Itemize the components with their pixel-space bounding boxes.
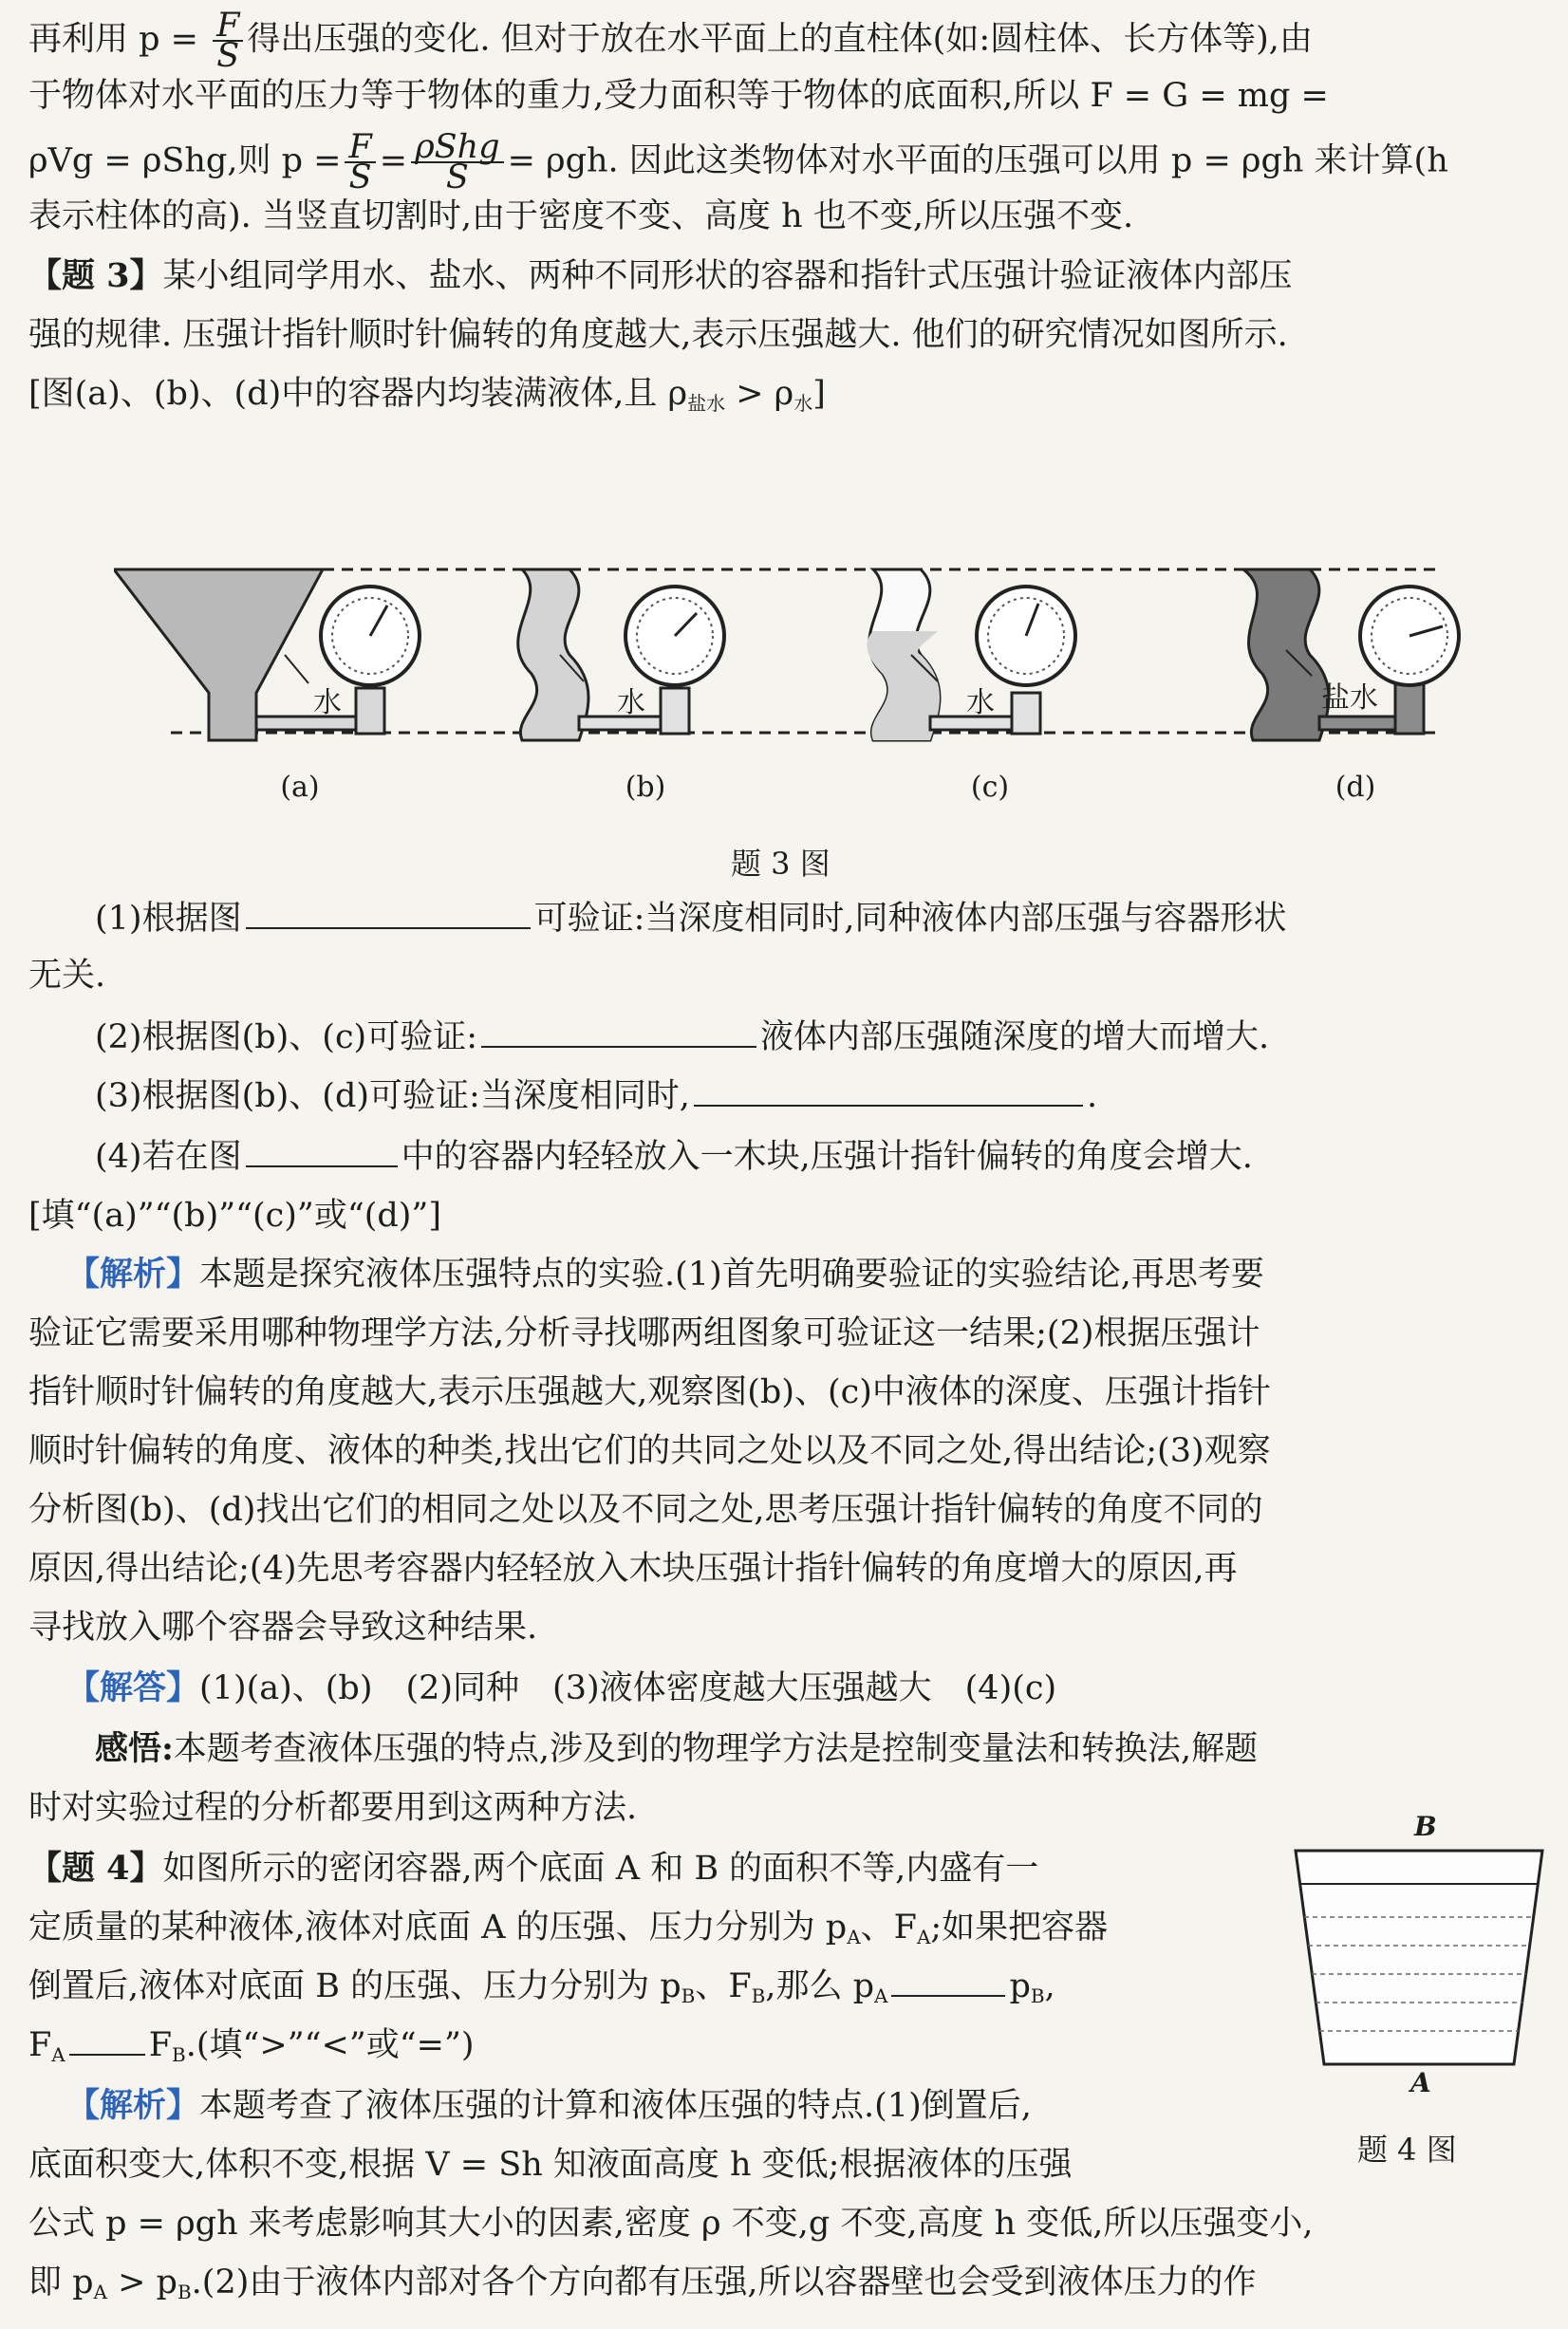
figure-4-label-b: B bbox=[1414, 1811, 1437, 1842]
text-seg: 某小组同学用水、盐水、两种不同形状的容器和指针式压强计验证液体内部压 bbox=[162, 257, 1293, 295]
text-seg: [图(a)、(b)、(d)中的容器内均装满液体,且 ρ bbox=[28, 375, 688, 413]
text-seg: 原因,得出结论;(4)先思考容器内轻轻放入木块压强计指针偏转的角度增大的原因,再 bbox=[28, 1550, 1238, 1588]
analysis-2-line-3 bbox=[28, 2202, 1547, 2245]
gauge-stem bbox=[661, 688, 689, 734]
text-seg: p bbox=[1009, 1967, 1031, 2005]
figure-label-d: (d) bbox=[1335, 771, 1376, 804]
answer-tag: 【解答】 bbox=[66, 1668, 200, 1707]
liquid-label-c: 水 bbox=[966, 686, 995, 719]
subscript: B bbox=[681, 1984, 696, 2007]
text-seg: (1)(a)、(b) (2)同种 (3)液体密度越大压强越大 (4)(c) bbox=[199, 1669, 1057, 1707]
frac-num: F bbox=[213, 11, 243, 42]
text-seg: 得出压强的变化. 但对于放在水平面上的直柱体(如:圆柱体、长方体等),由 bbox=[247, 20, 1313, 59]
text-seg: (3)根据图(b)、(d)可验证:当深度相同时, bbox=[95, 1077, 690, 1115]
subscript: 盐水 bbox=[687, 392, 726, 415]
question-4-line-4 bbox=[28, 2023, 1272, 2077]
text-seg: 指针顺时针偏转的角度越大,表示压强越大,观察图(b)、(c)中液体的深度、压强计指针 bbox=[28, 1373, 1271, 1411]
answer-blank-3[interactable] bbox=[694, 1076, 1083, 1107]
text-seg: ] bbox=[812, 375, 826, 413]
subscript: B bbox=[172, 2043, 186, 2066]
liquid-label-d: 盐水 bbox=[1321, 681, 1378, 715]
text-seg: ,那么 p bbox=[765, 1967, 874, 2005]
question-3-line-2 bbox=[28, 313, 1547, 357]
analysis-line-6 bbox=[28, 1547, 1547, 1591]
text-seg: ρVg = ρShg,则 p = bbox=[28, 141, 342, 180]
text-seg: 即 p bbox=[28, 2264, 94, 2301]
subscript: A bbox=[874, 1984, 888, 2007]
part-4-line-2 bbox=[28, 1194, 1547, 1238]
part-1-line-1 bbox=[95, 897, 1568, 941]
question-3-line-1 bbox=[28, 254, 1547, 298]
gauge-stem bbox=[1395, 681, 1424, 734]
subscript: A bbox=[916, 1926, 931, 1948]
text-seg: (2)根据图(b)、(c)可验证: bbox=[95, 1018, 477, 1056]
text-seg: .(2)由于液体内部对各个方向都有压强,所以容器壁也会受到液体压力的作 bbox=[191, 2264, 1257, 2301]
analysis-line-3 bbox=[28, 1370, 1547, 1414]
text-seg: (4)若在图 bbox=[95, 1138, 242, 1176]
frac-den: S bbox=[445, 158, 469, 196]
part-1-line-2 bbox=[28, 954, 1547, 997]
figure-4-label-a: A bbox=[1410, 2067, 1431, 2098]
fraction-f-over-s-2 bbox=[345, 128, 375, 196]
answer-blank-q4-p[interactable] bbox=[891, 1966, 1005, 1997]
frac-den: S bbox=[348, 158, 372, 196]
part-4-line-1 bbox=[95, 1135, 1568, 1179]
text-seg: 强的规律. 压强计指针顺时针偏转的角度越大,表示压强越大. 他们的研究情况如图所示. bbox=[28, 316, 1288, 354]
question-4-tag: 【题 4】 bbox=[28, 1849, 163, 1888]
text-seg: 、F bbox=[695, 1967, 752, 2005]
text-line-4 bbox=[28, 195, 1547, 238]
analysis-2-line-4 bbox=[28, 2261, 1547, 2314]
figure-label-c: (c) bbox=[970, 771, 1010, 804]
text-seg: 验证它需要采用哪种物理学方法,分析寻找哪两组图象可验证这一结果;(2)根据压强计 bbox=[28, 1314, 1260, 1352]
analysis-line-7 bbox=[28, 1606, 1547, 1649]
liquid-label-a: 水 bbox=[313, 686, 342, 719]
liquid-label-b: 水 bbox=[617, 686, 645, 719]
answer-blank-2[interactable] bbox=[481, 1017, 756, 1048]
gauge-stem bbox=[356, 688, 384, 734]
text-seg: 液体内部压强随深度的增大而增大. bbox=[760, 1018, 1270, 1056]
text-seg: = bbox=[379, 141, 408, 180]
figure-label-a: (a) bbox=[280, 771, 320, 804]
text-seg: 于物体对水平面的压力等于物体的重力,受力面积等于物体的底面积,所以 F = G = mg = bbox=[28, 77, 1329, 115]
wavy-container bbox=[518, 569, 588, 740]
text-seg: 倒置后,液体对底面 B 的压强、压力分别为 p bbox=[28, 1967, 681, 2005]
text-seg: 、F bbox=[860, 1909, 917, 1947]
frustum-container bbox=[1296, 1851, 1542, 2064]
apparatus-a bbox=[114, 569, 420, 740]
part-3-line bbox=[95, 1074, 1568, 1118]
text-seg: 可验证:当深度相同时,同种液体内部压强与容器形状 bbox=[533, 900, 1287, 938]
text-seg: 顺时针偏转的角度、液体的种类,找出它们的共同之处以及不同之处,得出结论;(3)观察 bbox=[28, 1432, 1271, 1470]
text-seg: 无关. bbox=[28, 957, 106, 995]
question-4-line-1 bbox=[28, 1847, 1272, 1891]
question-3-line-3 bbox=[28, 372, 1547, 425]
frac-num: F bbox=[345, 133, 375, 163]
subscript: B bbox=[751, 1984, 766, 2007]
analysis-2-line-2 bbox=[28, 2143, 1272, 2187]
figure-3-diagram bbox=[114, 560, 1490, 788]
text-seg: 再利用 p = bbox=[28, 20, 210, 59]
figure-3-caption: 题 3 图 bbox=[731, 846, 831, 882]
text-seg: (1)根据图 bbox=[95, 900, 242, 938]
text-seg: > ρ bbox=[725, 375, 794, 413]
subscript: 水 bbox=[793, 392, 813, 415]
subscript: B bbox=[177, 2281, 192, 2303]
text-line-2 bbox=[28, 74, 1547, 118]
text-seg: 公式 p = ρgh 来考虑影响其大小的因素,密度 ρ 不变,g 不变,高度 h 变低,所以压强变小, bbox=[28, 2205, 1314, 2243]
text-seg: > p bbox=[106, 2264, 177, 2301]
text-seg: , bbox=[1044, 1967, 1055, 2005]
analysis-line-5 bbox=[28, 1488, 1547, 1532]
subscript: A bbox=[847, 1926, 861, 1948]
analysis-line-2 bbox=[28, 1312, 1547, 1355]
text-seg: .(填“>”“<”或“=”) bbox=[185, 2026, 475, 2064]
analysis-2-tag: 【解析】 bbox=[66, 2086, 200, 2125]
text-seg: [填“(a)”“(b)”“(c)”或“(d)”] bbox=[28, 1197, 441, 1235]
question-4-line-3 bbox=[28, 1965, 1272, 2018]
text-seg: 寻找放入哪个容器会导致这种结果. bbox=[28, 1609, 538, 1647]
fraction-rhoshg-over-s bbox=[411, 128, 504, 196]
subscript: A bbox=[93, 2281, 107, 2303]
subscript: B bbox=[1030, 1984, 1045, 2007]
text-seg: 本题是探究液体压强特点的实验.(1)首先明确要验证的实验结论,再思考要 bbox=[199, 1256, 1264, 1294]
figure-label-b: (b) bbox=[625, 771, 666, 804]
funnel-container bbox=[114, 569, 323, 740]
text-seg: 定质量的某种液体,液体对底面 A 的压强、压力分别为 p bbox=[28, 1909, 848, 1947]
answer-blank-4[interactable] bbox=[246, 1137, 398, 1167]
analysis-line-1 bbox=[66, 1253, 1568, 1296]
text-seg: 表示柱体的高). 当竖直切割时,由于密度不变、高度 h 也不变,所以压强不变. bbox=[28, 197, 1134, 235]
fraction-f-over-s bbox=[213, 7, 243, 75]
insight-line-1 bbox=[95, 1727, 1568, 1771]
answer-blank-1[interactable] bbox=[246, 899, 531, 929]
analysis-line-4 bbox=[28, 1429, 1547, 1473]
text-line-1 bbox=[28, 7, 1547, 75]
text-seg: 底面积变大,体积不变,根据 V = Sh 知液面高度 h 变低;根据液体的压强 bbox=[28, 2146, 1073, 2184]
text-seg: 本题考查了液体压强的计算和液体压强的特点.(1)倒置后, bbox=[199, 2087, 1032, 2125]
text-seg: 如图所示的密闭容器,两个底面 A 和 B 的面积不等,内盛有一 bbox=[162, 1850, 1039, 1888]
insight-tag: 感悟: bbox=[95, 1729, 174, 1768]
gauge-stem bbox=[1012, 693, 1040, 734]
label-leader bbox=[285, 655, 308, 683]
text-line-3 bbox=[28, 128, 1547, 196]
text-seg: 本题考查液体压强的特点,涉及到的物理学方法是控制变量法和转换法,解题 bbox=[173, 1730, 1259, 1768]
frac-den: S bbox=[216, 37, 240, 75]
analysis-tag: 【解析】 bbox=[66, 1255, 200, 1294]
subscript: A bbox=[51, 2043, 65, 2066]
text-seg: 时对实验过程的分析都要用到这两种方法. bbox=[28, 1789, 638, 1827]
part-2-line bbox=[95, 1015, 1568, 1059]
figure-4-caption: 题 4 图 bbox=[1357, 2132, 1457, 2168]
text-seg: F bbox=[148, 2026, 173, 2064]
text-seg: F bbox=[28, 2026, 52, 2064]
insight-line-2 bbox=[28, 1786, 1547, 1830]
text-seg: = ρgh. 因此这类物体对水平面的压强可以用 p = ρgh 来计算(h bbox=[507, 141, 1448, 180]
analysis-2-line-1 bbox=[66, 2084, 1253, 2128]
frac-num: ρShg bbox=[411, 133, 504, 163]
text-seg: ;如果把容器 bbox=[930, 1909, 1109, 1947]
answer-line bbox=[66, 1667, 1568, 1710]
answer-blank-q4-f[interactable] bbox=[69, 2025, 145, 2056]
figure-4-diagram bbox=[1291, 1846, 1547, 2074]
question-4-line-2 bbox=[28, 1906, 1272, 1959]
text-seg: 分析图(b)、(d)找出它们的相同之处以及不同之处,思考压强计指针偏转的角度不同的 bbox=[28, 1491, 1263, 1529]
wavy-container-dark bbox=[1243, 569, 1329, 740]
text-seg: . bbox=[1086, 1077, 1098, 1115]
text-seg: 中的容器内轻轻放入一木块,压强计指针偏转的角度会增大. bbox=[401, 1138, 1253, 1176]
question-3-tag: 【题 3】 bbox=[28, 256, 163, 295]
